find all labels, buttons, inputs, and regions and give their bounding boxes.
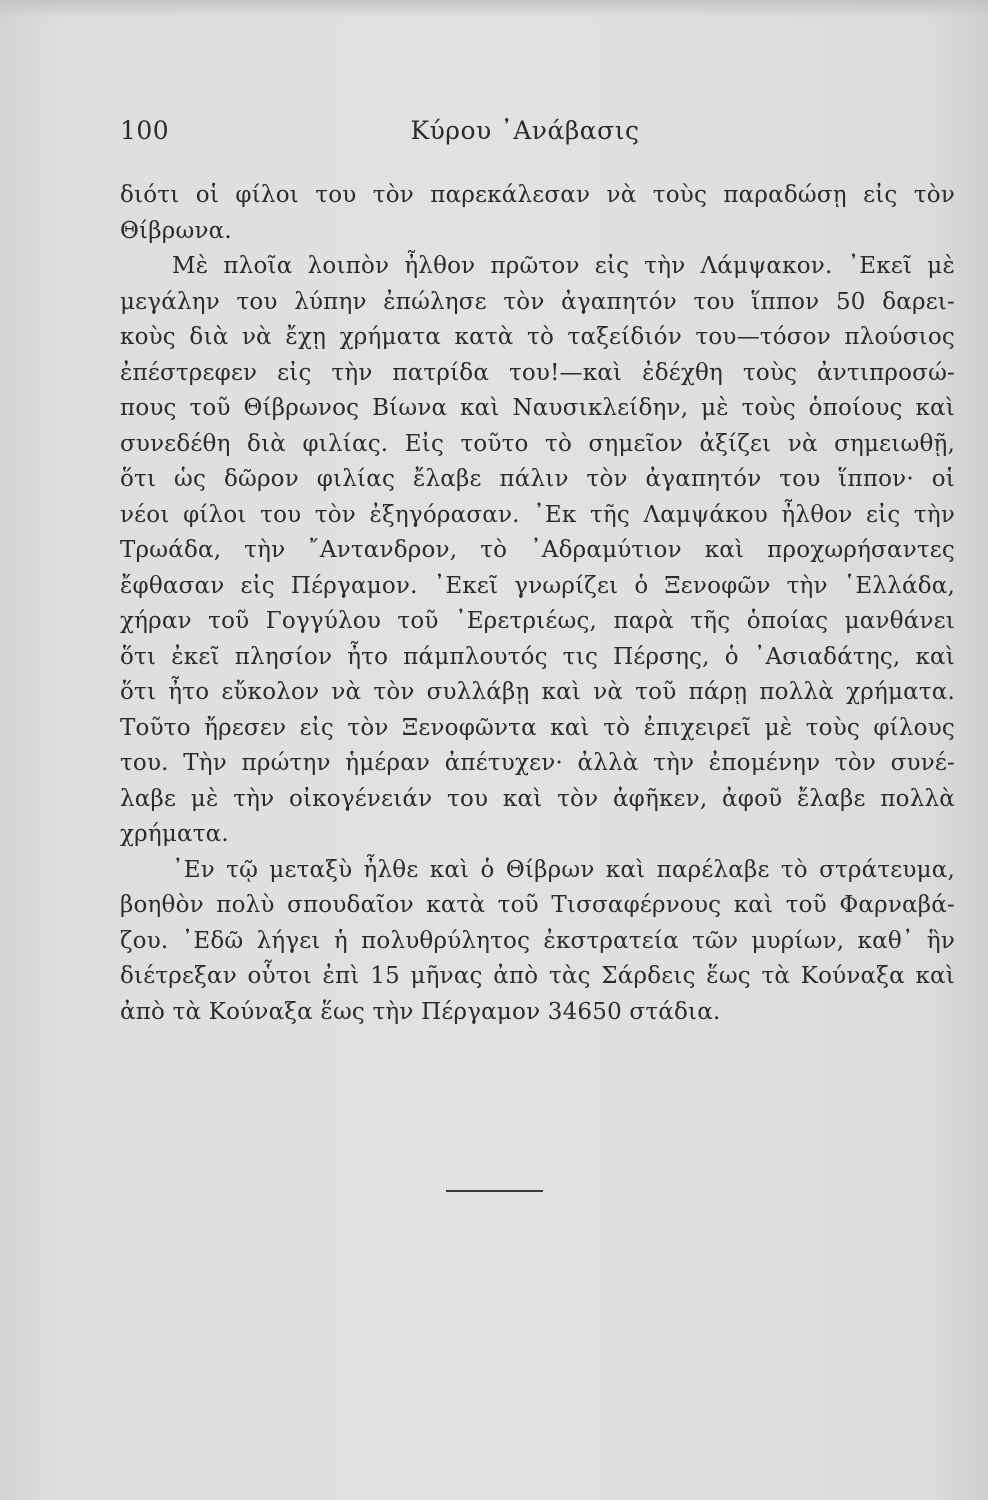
text-line: ἐπέστρεφεν εἰς τὴν πατρίδα του!—καὶ ἐδέχθη τοὺς ἀντιπροσώ- (120, 359, 955, 386)
text-line: συνεδέθη διὰ φιλίας. Εἰς τοῦτο τὸ σημεῖον ἀξίζει νὰ σημειωθῇ, (120, 430, 955, 457)
body-text (120, 178, 955, 1030)
text-line: βοηθὸν πολὺ σπουδαῖον κατὰ τοῦ Τισσαφέρνους καὶ τοῦ Φαρναβά- (120, 892, 955, 918)
text-line: διέτρεξαν οὗτοι ἐπὶ 15 μῆνας ἀπὸ τὰς Σάρδεις ἕως τὰ Κούναξα καὶ (120, 963, 955, 989)
text-line: ἀπὸ τὰ Κούναξα ἕως τὴν Πέργαμον 34650 στάδια. (120, 998, 721, 1025)
text-line: διότι οἱ φίλοι του τὸν παρεκάλεσαν νὰ τοὺς παραδώσῃ εἰς τὸν (120, 182, 955, 208)
text-line: Τοῦτο ἤρεσεν εἰς τὸν Ξενοφῶντα καὶ τὸ ἐπιχειρεῖ μὲ τοὺς φίλους (120, 714, 955, 741)
page-header (120, 116, 950, 156)
text-line: ὅτι ὡς δῶρον φιλίας ἔλαβε πάλιν τὸν ἀγαπητόν του ἵππον· οἱ (120, 466, 955, 492)
text-line: μεγάλην του λύπην ἐπώλησε τὸν ἀγαπητόν του ἵππον 50 δαρει- (120, 288, 955, 315)
text-line: κοὺς διὰ νὰ ἔχῃ χρήματα κατὰ τὸ ταξείδιόν του—τόσον πλούσιος (120, 324, 955, 350)
text-line: ᾿Εν τῷ μεταξὺ ἦλθε καὶ ὁ Θίβρων καὶ παρέλαβε τὸ στράτευμα, (172, 856, 955, 883)
text-line: ζου. ᾿Εδῶ λήγει ἡ πολυθρύλητος ἐκστρατεία τῶν μυρίων, καθ᾿ ἣν (120, 927, 955, 954)
text-line: Τρωάδα, τὴν ῎Αντανδρον, τὸ ᾿Αδραμύτιον καὶ προχωρήσαντες (120, 537, 955, 563)
end-rule (446, 1190, 543, 1192)
text-line: Μὲ πλοῖα λοιπὸν ἦλθον πρῶτον εἰς τὴν Λάμψακον. ᾿Εκεῖ μὲ (172, 253, 955, 279)
page-number: 100 (120, 116, 170, 145)
page-edge-shadow (0, 0, 988, 18)
text-line: χρήματα. (120, 821, 229, 847)
text-line: ὅτι ἐκεῖ πλησίον ἦτο πάμπλουτός τις Πέρσης, ὁ ᾿Ασιαδάτης, καὶ (120, 643, 955, 670)
text-line: λαβε μὲ τὴν οἰκογένειάν του καὶ τὸν ἀφῆκεν, ἀφοῦ ἔλαβε πολλὰ (120, 785, 955, 812)
text-line: ἔφθασαν εἰς Πέργαμον. ᾿Εκεῖ γνωρίζει ὁ Ξενοφῶν τὴν ῾Ελλάδα, (120, 572, 955, 599)
running-title: Κύρου ᾿Ανάβασις (410, 116, 640, 145)
text-line: χήραν τοῦ Γογγύλου τοῦ ᾿Ερετριέως, παρὰ τῆς ὁποίας μανθάνει (120, 608, 955, 634)
text-line: ὅτι ἦτο εὔκολον νὰ τὸν συλλάβῃ καὶ νὰ τοῦ πάρῃ πολλὰ χρήματα. (120, 679, 955, 705)
text-line: του. Τὴν πρώτην ἡμέραν ἀπέτυχεν· ἀλλὰ τὴν ἐπομένην τὸν συνέ- (120, 750, 955, 776)
text-line: πους τοῦ Θίβρωνος Βίωνα καὶ Ναυσικλείδην, μὲ τοὺς ὁποίους καὶ (120, 395, 955, 421)
text-line: νέοι φίλοι του τὸν ἐξηγόρασαν. ᾿Εκ τῆς Λαμψάκου ἦλθον εἰς τὴν (120, 501, 955, 528)
text-line: Θίβρωνα. (120, 217, 232, 244)
